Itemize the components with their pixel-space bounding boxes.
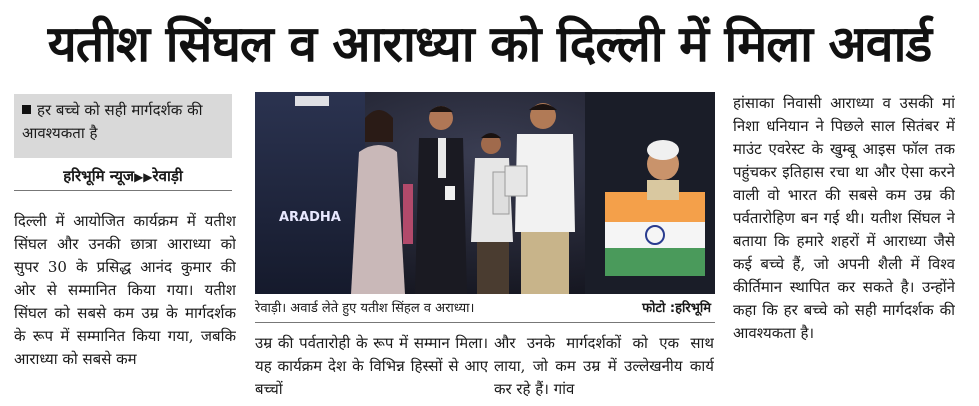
- article-column-3: [494, 332, 714, 406]
- byline-location: रेवाड़ी: [152, 167, 183, 185]
- article-column-2: [255, 332, 488, 406]
- highlight-text: हर बच्चे को सही मार्गदर्शक की आवश्यकता है: [22, 101, 203, 142]
- byline-source: हरिभूमि न्यूज: [63, 167, 135, 185]
- byline: [14, 166, 232, 191]
- photo-credit: फोटो :हरिभूमि: [642, 301, 711, 316]
- logo-icon: [295, 96, 329, 106]
- award-photo: [255, 92, 715, 294]
- double-arrow-icon: ▶▶: [134, 170, 153, 184]
- caption-text: रेवाड़ी। अवार्ड लेते हुए यतीश सिंहल व अराध्या।: [255, 301, 475, 316]
- article-text-3: और उनके मार्गदर्शकों को एक साथ लाया, जो कम उम्र में उल्लेखनीय कार्य कर रहे हैं। गांव: [494, 334, 714, 398]
- article-column-1: [14, 210, 236, 406]
- article-text-2: उम्र की पर्वतारोही के रूप में सम्मान मिला। यह कार्यक्रम देश के विभिन्न हिस्सों से आए बच्चों: [255, 334, 488, 398]
- article-text-4: हांसाका निवासी आराध्या व उसकी मां निशा धनियान ने पिछले साल सितंबर में माउंट एवरेस्ट के खुम्बू आइस फॉल तक पहुंचकर इतिहास रचा था और ऐसा करने वाली वो भारत की सबसे कम उम्र की पर्वतारोहिण बन गई थी। यतीश सिंघल ने बताया कि हमारे शहरों में आराध्या जैसे कई बच्चे हैं, जो अपनी शैली में विश्व कीर्तिमान स्थापित कर सकते है। उन्होंने कहा कि हर बच्चे को सही मार्गदर्शक की आवश्यकता है।: [733, 94, 955, 342]
- photo-caption: [255, 296, 715, 323]
- award-photo-illustration: [255, 92, 715, 294]
- headline: यतीश सिंघल व आराध्या को दिल्ली में मिला अवार्ड: [47, 15, 932, 73]
- square-bullet-icon: [22, 105, 31, 114]
- stage-text: ARADHA: [279, 210, 341, 225]
- article-column-4: [733, 92, 955, 406]
- article-text-1: दिल्ली में आयोजित कार्यक्रम में यतीश सिंघल और उनकी छात्रा आराध्या को सुपर 30 के प्रसिद्ध आनंद कुमार की ओर से सम्मानित किया गया। यतीश सिंघल को सबसे कम उम्र के मार्गदर्शक के रूप में सम्मानित किया गया, जबकि आराध्या को सबसे कम: [14, 212, 236, 368]
- highlight-box: [14, 94, 232, 158]
